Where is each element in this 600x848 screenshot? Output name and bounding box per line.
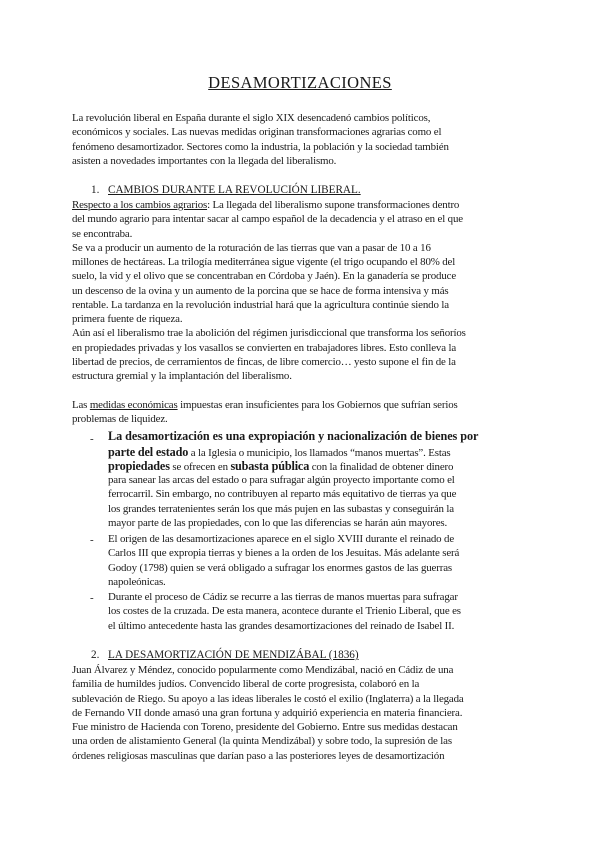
text-line: Godoy (1798) quien se verá obligado a sufragar los enormes gastos de las guerras <box>108 561 452 574</box>
lead-rest: : La llegada del liberalismo supone transformaciones dentro <box>207 199 460 211</box>
mendizabal-paragraph <box>72 663 464 763</box>
document-title: DESAMORTIZACIONES <box>208 73 392 92</box>
bullet-marker: - <box>90 534 94 546</box>
section-2-heading <box>91 648 359 662</box>
bold-text: propiedades <box>108 458 170 473</box>
text-line: Juan Álvarez y Méndez, conocido popularmente como Mendizábal, nació en Cádiz de una <box>72 664 454 676</box>
text-line <box>108 445 478 459</box>
bullet-1 <box>108 429 478 530</box>
measures-underlined: medidas económicas <box>89 399 178 411</box>
text-line <box>108 429 478 445</box>
text-line: económicos y sociales. Las nuevas medidas originan transformaciones agrarias como el <box>72 126 442 139</box>
text-line: problemas de liquidez. <box>72 413 168 426</box>
text-line <box>108 459 478 473</box>
bullet-2 <box>108 532 459 589</box>
text-line: libertad de precios, de cerramientos de fincas, de libre comercio… yesto supone el fin de la <box>72 355 456 368</box>
text-line: Fue ministro de Hacienda con Toreno, presidente del Gobierno. Entre sus medidas destacan <box>72 721 458 733</box>
measures-rest: impuestas eran insuficientes para los Gobiernos que sufrían serios <box>177 399 458 411</box>
text-line <box>72 398 458 412</box>
text-line: mayor parte de las propiedades, con lo que las diferencias se harán aún mayores. <box>108 516 448 529</box>
plain-text: a la Iglesia o municipio, los llamados “manos muertas”. Estas <box>188 446 451 459</box>
agrarian-changes-paragraph <box>72 198 466 383</box>
text-line: millones de hectáreas. La trilogía mediterránea sigue vigente (el trigo ocupando el 80% del <box>72 256 456 268</box>
text-line: primera fuente de riqueza. <box>72 313 183 325</box>
section-number: 2. <box>91 649 100 661</box>
text-line: Durante el proceso de Cádiz se recurre a las tierras de manos muertas para sufragar <box>108 591 458 603</box>
section-title: LA DESAMORTIZACIÓN DE MENDIZÁBAL (1836) <box>108 649 359 661</box>
text-line: familia de humildes judíos. Convencido liberal de corte progresista, colaboró en la <box>72 678 420 691</box>
text-line: Carlos III que expropia tierras y bienes a la orden de los Jesuitas. Más adelante será <box>108 547 460 560</box>
text-line: una orden de alistamiento General (la quinta Mendizábal) y sobre todo, la supresión de las <box>72 735 452 748</box>
text-line: el último antecedente hasta las grandes desamortizaciones del reinado de Isabel II. <box>108 619 455 632</box>
text-line: asisten a novedades importantes con la llegada del liberalismo. <box>72 154 337 167</box>
intro-paragraph <box>72 111 449 168</box>
plain-text: con la finalidad de obtener dinero <box>309 460 454 473</box>
bold-text: La desamortización es una expropiación y nacionalización de bienes por <box>108 429 479 443</box>
bullet-3 <box>108 590 461 633</box>
bullet-marker: - <box>90 592 94 604</box>
text-line: para sanear las arcas del estado o para sufragar algún proyecto importante como el <box>108 474 455 486</box>
text-line: suelo, la vid y el olivo que se concentraban en Córdoba y Jaén). En la ganadería se produce <box>72 270 457 283</box>
text-line: estructura gremial y la implantación del liberalismo. <box>72 370 292 382</box>
text-line: órdenes religiosas masculinas que darían paso a las posteriores leyes de desamortización <box>72 749 445 762</box>
text-line: napoleónicas. <box>108 575 166 588</box>
text-line: El origen de las desamortizaciones aparece en el siglo XVIII durante el reinado de <box>108 533 455 545</box>
section-title: CAMBIOS DURANTE LA REVOLUCIÓN LIBERAL. <box>108 184 361 196</box>
text-line: de Fernando VII donde amasó una gran fortuna y adquirió experiencia en materia financiera. <box>72 706 463 719</box>
text-line: sublevación de Riego. Su apoyo a las ideas liberales le costó el exilio (Inglaterra) a la llegada <box>72 692 464 705</box>
measures-pre: Las <box>72 399 90 411</box>
text-line: Aún así el liberalismo trae la abolición del régimen jurisdiccional que transforma los señoríos <box>72 327 466 340</box>
text-line: Se va a producir un aumento de la roturación de las tierras que van a pasar de 10 a 16 <box>72 241 431 254</box>
text-line: los costes de la cruzada. De esta manera, acontece durante el Trienio Liberal, que es <box>108 605 461 618</box>
text-line: los grandes terratenientes serán los que más pujen en las subastas y conseguirán la <box>108 502 454 515</box>
text-line: fenómeno desamortizador. Sectores como la industria, la población y la sociedad también <box>72 140 449 153</box>
text-line: La revolución liberal en España durante el siglo XIX desencadenó cambios políticos, <box>72 112 431 124</box>
economic-measures-paragraph <box>72 398 458 427</box>
text-line: del mundo agrario para intentar sacar al campo español de la decadencia y el atraso en el que <box>72 213 463 226</box>
section-number: 1. <box>91 184 100 196</box>
bullet-marker: - <box>90 433 94 445</box>
section-1-heading <box>91 183 361 197</box>
text-line: rentable. La tardanza en la revolución industrial hará que la agricultura continúe siendo la <box>72 298 449 311</box>
lead-underlined: Respecto a los cambios agrarios <box>72 199 208 211</box>
bold-text: parte del estado <box>108 444 189 459</box>
plain-text: se ofrecen en <box>169 460 231 473</box>
text-line: se encontraba. <box>72 227 133 240</box>
text-line: en propiedades privadas y los vasallos se convierten en trabajadores libres. Esto conlleva la <box>72 341 457 354</box>
text-line <box>72 198 466 212</box>
text-line: un descenso de la ovina y un aumento de la porcina que se hace de forma intensiva y más <box>72 284 449 297</box>
bold-text: subasta pública <box>230 458 310 473</box>
text-line: ferrocarril. Sin embargo, no contribuyen al reparto más equitativo de tierras ya que <box>108 488 457 501</box>
